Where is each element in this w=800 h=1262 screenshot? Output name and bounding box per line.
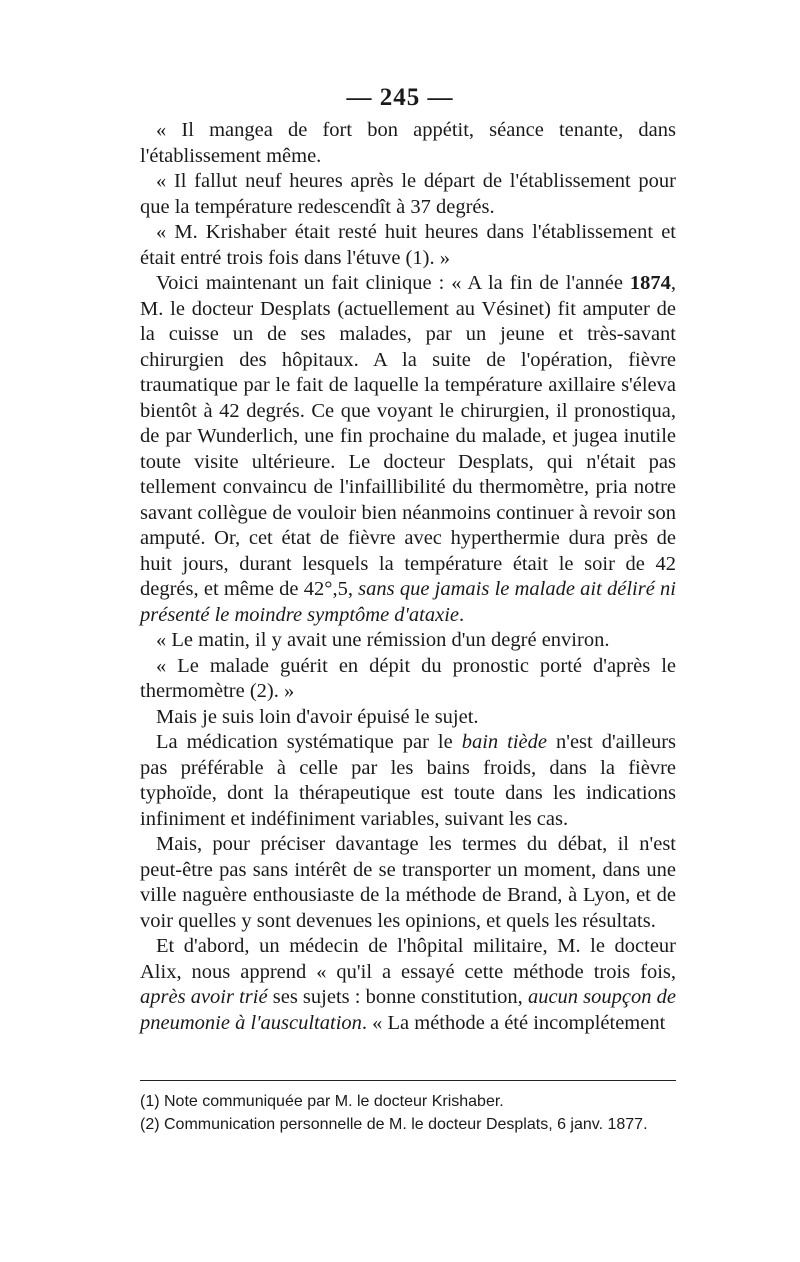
- paragraph: Mais je suis loin d'avoir épuisé le sujet.: [156, 705, 479, 728]
- footnote: (2) Communication personnelle de M. le docteur Desplats, 6 janv. 1877.: [140, 1116, 648, 1133]
- footnote: (1) Note communiquée par M. le docteur Krishaber.: [140, 1093, 504, 1110]
- paragraph: « M. Krishaber était resté huit heures dans l'établissement et était entré trois fois dans l'étuve (1). »: [140, 221, 676, 269]
- text-run: n'est d'ailleurs pas préférable à celle par les bains froids, dans la fièvre typhoïde, dont la thérapeutique est toute dans les indications infiniment et indéfiniment variables, suivant les cas.: [140, 731, 676, 830]
- paragraph: [140, 271, 676, 628]
- italic-run: aucun soupçon de pneumonie à l'auscultation: [140, 986, 676, 1034]
- paragraph: « Il mangea de fort bon appétit, séance tenante, dans l'établissement même.: [140, 119, 676, 167]
- text-run: ses sujets : bonne constitution,: [267, 986, 528, 1008]
- text-run: Voici maintenant un fait clinique : « A la fin de l'année: [156, 272, 630, 294]
- paragraph: Mais, pour préciser davantage les termes du débat, il n'est peut-être pas sans intérêt de se transporter un moment, dans une ville naguère enthousiaste de la méthode de Brand, à Lyon, et de voir quelles y sont devenues les opinions, et quels les résultats.: [140, 833, 676, 932]
- paragraph: « Il fallut neuf heures après le départ de l'établissement pour que la température redescendît à 37 degrés.: [140, 170, 676, 218]
- bold-year: 1874: [629, 272, 671, 294]
- italic-run: bain tiède: [461, 731, 547, 753]
- italic-run: après avoir trié: [140, 986, 268, 1008]
- paragraph: « Le matin, il y avait une rémission d'un degré environ.: [156, 629, 610, 651]
- text-run: Et d'abord, un médecin de l'hôpital militaire, M. le docteur Alix, nous apprend « qu'il a essayé cette méthode trois fois,: [140, 935, 676, 983]
- paragraph: [140, 730, 676, 832]
- body-text: [140, 118, 676, 1036]
- text-run: , M. le docteur Desplats (actuellement au Vésinet) fit amputer de la cuisse un de ses malades, par un jeune et très-savant chirurgien des hôpitaux. A la suite de l'opération, fièvre traumatique par le fait de laquelle la température axillaire s'éleva bientôt à 42 degrés. Ce que voyant le chirurgien, il pronostiqua, de par Wunderlich, une fin prochaine du malade, et jugea inutile toute visite ultérieure. Le docteur Desplats, qui n'était pas tellement convaincu de l'infaillibilité du thermomètre, pria notre savant collègue de vouloir bien néanmoins continuer à revoir son amputé. Or, cet état de fièvre avec hyperthermie dura près de huit jours, durant lesquels la température était le soir de 42 degrés, et même de 42°,5,: [140, 272, 676, 600]
- paragraph: « Le malade guérit en dépit du pronostic porté d'après le thermomètre (2). »: [140, 654, 676, 702]
- footnote-divider: [140, 1080, 676, 1081]
- text-run: .: [459, 603, 465, 626]
- text-run: La médication systématique par le: [156, 731, 462, 753]
- paragraph: [140, 934, 676, 1036]
- page-number: — 245 —: [346, 84, 454, 111]
- footnotes: [140, 1090, 680, 1136]
- text-run: . « La méthode a été incomplétement: [361, 1011, 666, 1034]
- italic-run: sans que jamais le malade ait déliré ni présenté le moindre symptôme d'ataxie: [140, 578, 676, 626]
